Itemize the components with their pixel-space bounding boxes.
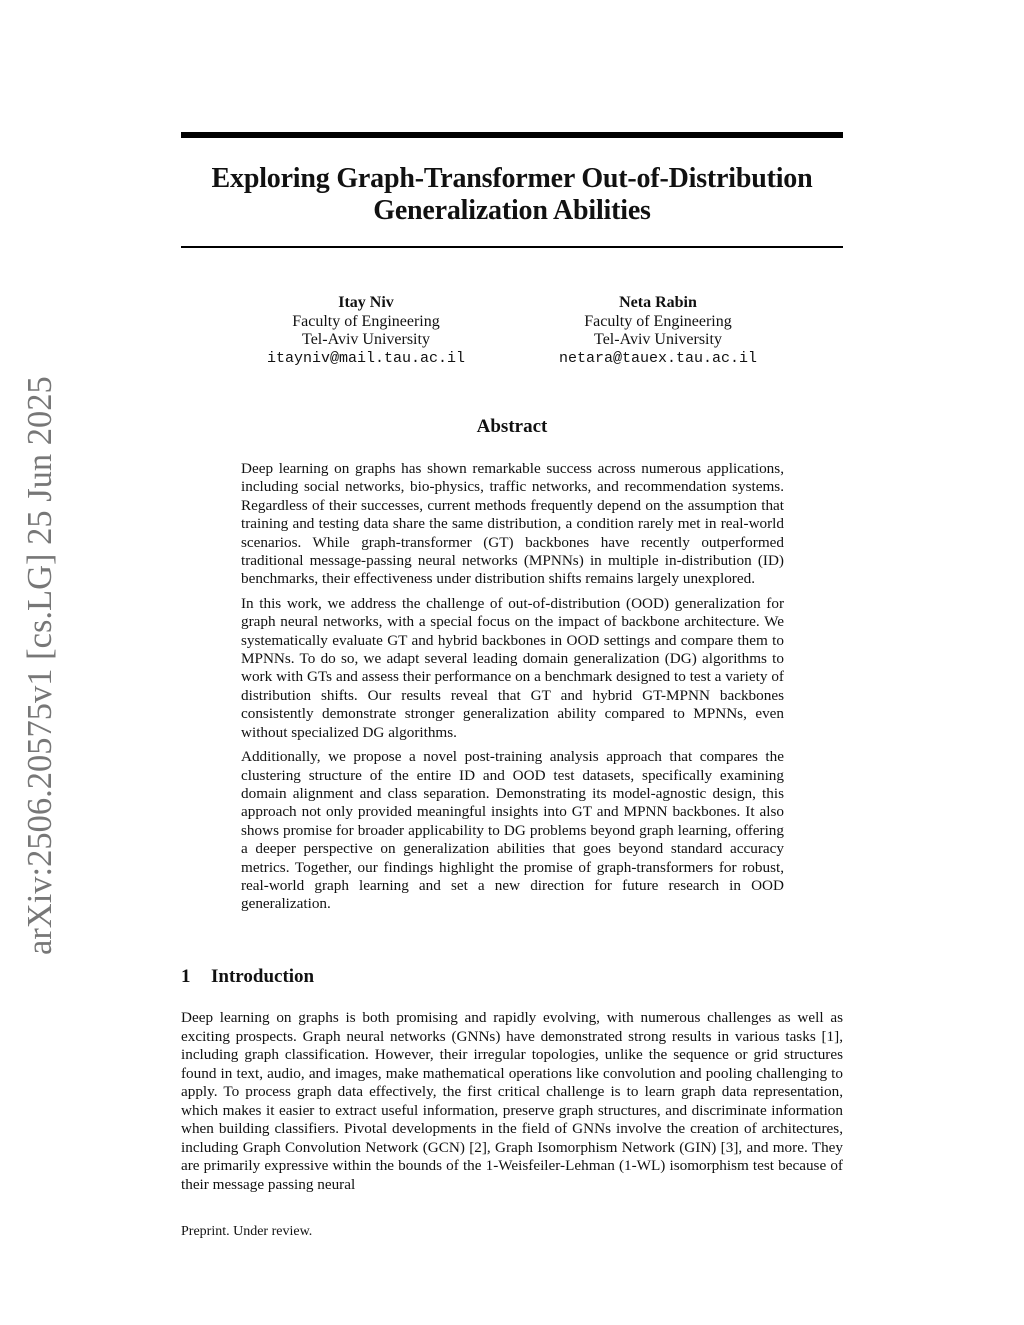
abstract-heading: Abstract: [476, 416, 548, 437]
introduction-body: [181, 1009, 843, 1194]
section-title: Introduction: [211, 966, 315, 987]
section-heading-introduction: [181, 966, 314, 988]
title-line-1: Exploring Graph-Transformer Out-of-Distribution: [211, 163, 813, 194]
author-affiliation: Faculty of Engineering: [584, 312, 732, 330]
abstract-paragraph-2: In this work, we address the challenge of out-of-distribution (OOD) generalization for graph neural networks, with a special focus on the impact of backbone architecture. We systematically evaluate GT and hybrid backbones in OOD settings and compare them to MPNNs. To do so, we adapt several leading domain generalization (DG) algorithms to work with GTs and assess their performance on a benchmark designed to test a variety of distribution shifts. Our results reveal that GT and hybrid GT-MPNN backbones consistently demonstrate stronger generalization ability compared to MPNNs, even without specialized DG algorithms.: [241, 594, 784, 741]
author-affiliation: Faculty of Engineering: [292, 312, 440, 330]
paper-title: [150, 163, 874, 227]
page-footer: Preprint. Under review.: [181, 1224, 313, 1239]
arxiv-identifier-stamp: arXiv:2506.20575v1 [cs.LG] 25 Jun 2025: [21, 376, 59, 955]
author-name: Neta Rabin: [619, 294, 697, 311]
abstract-body: [241, 460, 784, 920]
title-line-2: Generalization Abilities: [373, 195, 651, 226]
title-top-rule: [181, 132, 843, 138]
abstract-paragraph-3: Additionally, we propose a novel post-training analysis approach that compares the clustering structure of the entire ID and OOD test datasets, specifically examining domain alignment and class separation. Demonstrating its model-agnostic design, this approach not only provided meaningful insights into GT and MPNN backbones. It also shows promise for broader applicability to DG problems beyond graph learning, offering a deeper perspective on generalization abilities that goes beyond standard accuracy metrics. Together, our findings highlight the promise of graph-transformers for robust, real-world graph learning and set a new direction for future research in OOD generalization.: [241, 748, 784, 913]
introduction-paragraph: Deep learning on graphs is both promising and rapidly evolving, with numerous challenges as well as exciting prospects. Graph neural networks (GNNs) have demonstrated strong results in various tasks [1], including graph classification. However, their irregular topologies, unlike the sequence or grid structures found in text, audio, and images, make mathematical operations like convolution and pooling challenging to apply. To process graph data effectively, the first critical challenge is to learn graph data representation, which makes it easier to extract useful information, preserve graph structures, and discriminate information when building classifiers. Pivotal developments in the field of GNNs involve the creation of architectures, including Graph Convolution Network (GCN) [2], Graph Isomorphism Network (GIN) [3], and more. They are primarily expressive within the bounds of the 1-Weisfeiler-Lehman (1-WL) isomorphism test because of their message passing neural: [181, 1009, 843, 1193]
author-name: Itay Niv: [338, 294, 394, 311]
author-institution: Tel-Aviv University: [302, 331, 430, 348]
author-email: itayniv@mail.tau.ac.il: [266, 349, 466, 367]
author-block-1: [236, 294, 496, 368]
title-bottom-rule: [181, 246, 843, 248]
author-email: netara@tauex.tau.ac.il: [558, 349, 758, 367]
author-block-2: [528, 294, 788, 368]
author-institution: Tel-Aviv University: [594, 331, 722, 348]
abstract-paragraph-1: Deep learning on graphs has shown remarkable success across numerous applications, including social networks, bio-physics, traffic networks, and recommendation systems. Regardless of their successes, current methods frequently depend on the assumption that training and testing data share the same distribution, a condition rarely met in real-world scenarios. While graph-transformer (GT) backbones have recently outperformed traditional message-passing neural networks (MPNNs) in multiple in-distribution (ID) benchmarks, their effectiveness under distribution shifts remains largely unexplored.: [241, 460, 784, 588]
section-number: 1: [181, 966, 191, 987]
